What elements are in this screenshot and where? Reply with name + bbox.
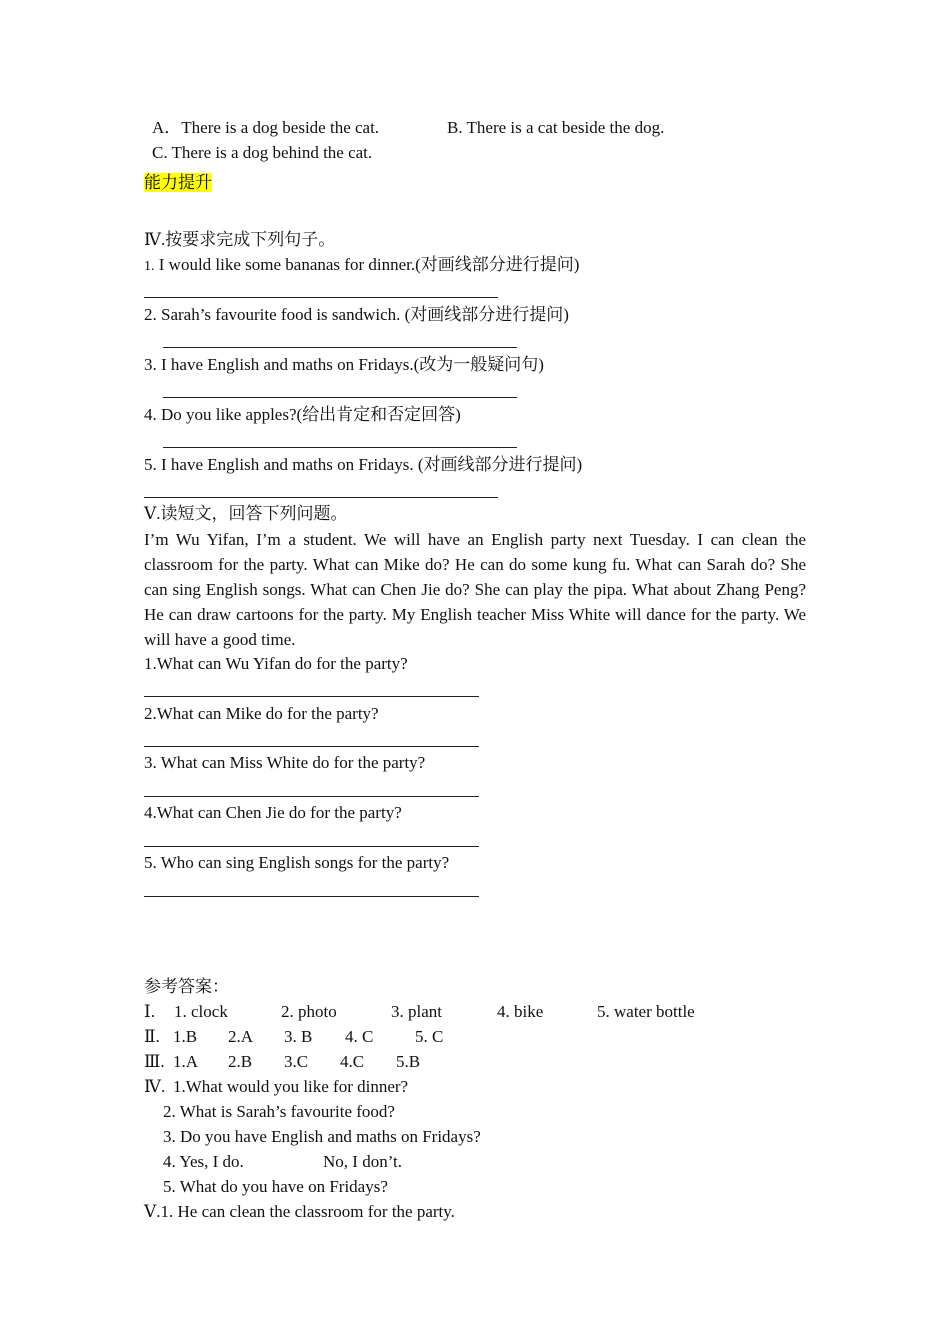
answers-row-3: [144, 1052, 421, 1072]
section4-item-4: 4. Do you like apples?(给出肯定和否定回答): [144, 405, 461, 424]
section4-heading: Ⅳ.按要求完成下列句子。: [144, 230, 336, 249]
answer-item: 2. photo: [281, 1002, 337, 1021]
option-c: C. There is a dog behind the cat.: [152, 143, 373, 162]
section5-heading: Ⅴ.读短文，回答下列问题。: [144, 504, 348, 523]
answer-item: 5. C: [415, 1027, 444, 1046]
answer-blank[interactable]: [144, 746, 479, 747]
question-1: 1.What can Wu Yifan do for the party?: [144, 654, 408, 673]
answers-row-2-label: Ⅱ.: [144, 1027, 160, 1046]
answers-row-2: [144, 1027, 444, 1047]
option-b: B. There is a cat beside the dog.: [447, 118, 665, 137]
answer-item: 4. C: [345, 1027, 374, 1046]
answer-item: 4. Yes, I do.: [163, 1152, 244, 1171]
question-3: 3. What can Miss White do for the party?: [144, 753, 426, 772]
answer-item: 1. He can clean the classroom for the party.: [160, 1202, 455, 1221]
answer-item: 5.B: [396, 1052, 421, 1071]
answer-blank[interactable]: [144, 497, 498, 498]
section4-item-2: 2. Sarah’s favourite food is sandwich. (对画线部分进行提问): [144, 305, 569, 324]
answer-blank[interactable]: [144, 696, 479, 697]
answer-item: 2.A: [228, 1027, 254, 1046]
answer-blank[interactable]: [144, 796, 479, 797]
answer-item: 4.C: [340, 1052, 365, 1071]
answer-item: 2. What is Sarah’s favourite food?: [163, 1102, 395, 1121]
answer-item: 1.B: [173, 1027, 198, 1046]
answers-row-4: [144, 1077, 409, 1097]
question-5: 5. Who can sing English songs for the party?: [144, 853, 450, 872]
question-4: 4.What can Chen Jie do for the party?: [144, 803, 402, 822]
answers-row-1: [144, 1002, 695, 1022]
answers-row-5-label: Ⅴ.: [144, 1202, 161, 1221]
answer-blank[interactable]: [144, 846, 479, 847]
reading-passage: I’m Wu Yifan, I’m a student. We will have an English party next Tuesday. I can clean the classroom for the party. What can Mike do? He can do some kung fu. What can Sarah do? She can sing English songs. What can Chen Jie do? She can play the pipa. What about Zhang Peng? He can draw cartoons for the party. My English teacher Miss White will dance for the party. We will have a good time.: [144, 530, 806, 649]
question-2: 2.What can Mike do for the party?: [144, 704, 379, 723]
answer-item: 3.C: [284, 1052, 309, 1071]
answer-item: 3. B: [284, 1027, 313, 1046]
answer-blank[interactable]: [144, 297, 498, 298]
answer-item: 1.A: [173, 1052, 199, 1071]
answer-item: 3. Do you have English and maths on Fridays?: [163, 1127, 481, 1146]
section4-item-1: [144, 255, 579, 277]
option-a: A．There is a dog beside the cat.: [152, 118, 380, 137]
answer-item: 1.What would you like for dinner?: [173, 1077, 409, 1096]
section4-item-1-number: 1.: [144, 259, 155, 274]
answers-row-5: [144, 1202, 455, 1222]
answer-item: 1. clock: [174, 1002, 228, 1021]
answer-blank[interactable]: [144, 896, 479, 897]
answer-blank[interactable]: [163, 447, 517, 448]
section4-item-1-text: I would like some bananas for dinner.(对画线部分进行提问): [154, 255, 580, 274]
answer-item: 2.B: [228, 1052, 253, 1071]
answer-item: 5. What do you have on Fridays?: [163, 1177, 388, 1196]
answer-item: No, I don’t.: [323, 1152, 403, 1171]
answer-item: 5. water bottle: [597, 1002, 695, 1021]
section-highlight: [144, 173, 212, 193]
section4-item-5: 5. I have English and maths on Fridays. (对画线部分进行提问): [144, 455, 583, 474]
answers-heading: 参考答案：: [144, 977, 229, 996]
answers-row-3-label: Ⅲ.: [144, 1052, 165, 1071]
answer-blank[interactable]: [163, 397, 517, 398]
answer-item: 4. bike: [497, 1002, 544, 1021]
highlight-text: 能力提升: [144, 173, 212, 192]
section4-item-3: 3. I have English and maths on Fridays.(改为一般疑问句): [144, 355, 544, 374]
answers-row-4-label: Ⅳ.: [144, 1077, 166, 1096]
answers-row-1-label: Ⅰ.: [144, 1002, 155, 1021]
answer-item: 3. plant: [391, 1002, 442, 1021]
answer-blank[interactable]: [163, 347, 517, 348]
